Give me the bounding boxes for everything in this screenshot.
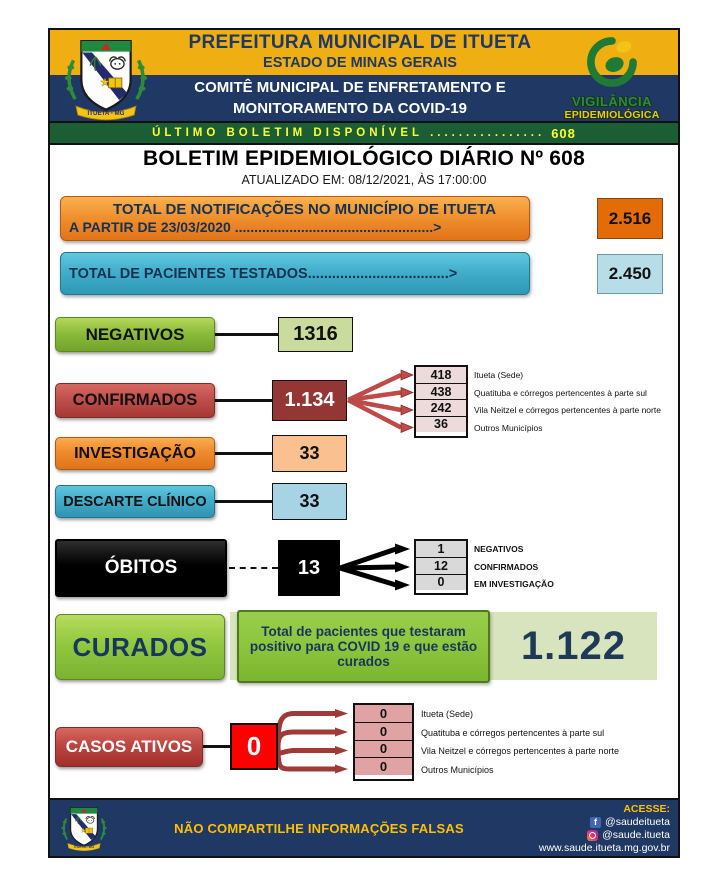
negativos-value: 1316 [278,317,353,352]
bulletin-title: BOLETIM EPIDEMIOLÓGICO DIÁRIO Nº 608 [143,147,585,170]
committee-line1: COMITÊ MUNICIPAL DE ENFRETAMENTO E [194,79,506,96]
negativos-bar: NEGATIVOS [55,317,215,352]
header-org-block [160,32,560,71]
obitos-breakdown-value: 12 [416,557,466,573]
confirmados-breakdown-column [414,365,468,438]
confirmados-breakdown-label: Quatituba e córregos pertencentes à parte sul [474,388,647,398]
facebook-icon: f [590,817,601,828]
vigilancia-logo [552,35,672,141]
casos-ativos-breakdown-column [353,703,414,781]
facebook-handle[interactable]: @saudeitueta [605,816,670,828]
casos-ativos-breakdown-label: Vila Neitzel e córregos pertencentes à parte norte [421,745,619,756]
curados-bar: CURADOS [55,614,225,680]
obitos-breakdown-value: 1 [416,541,466,557]
notifications-label-line2: A PARTIR DE 23/03/2020 ...................................................> [69,219,442,235]
committee-line2: MONITORAMENTO DA COVID-19 [233,100,467,117]
obitos-breakdown-label: EM INVESTIGAÇÃO [474,579,554,589]
notifications-label-line1: TOTAL DE NOTIFICAÇÕES NO MUNICÍPIO DE ITUETA [113,201,497,218]
casos-ativos-value: 0 [230,723,278,770]
instagram-icon [587,830,598,841]
confirmados-breakdown-value: 418 [416,367,466,383]
casos-ativos-breakdown-label: Outros Municípios [421,764,494,775]
confirmados-breakdown-value: 242 [416,399,466,415]
confirmados-connector [215,399,272,402]
vigilancia-swoosh-icon [585,35,639,89]
descarte-connector [215,500,272,503]
document-frame [48,28,680,858]
org-name: PREFEITURA MUNICIPAL DE ITUETA [188,32,532,53]
obitos-breakdown-column [414,539,468,595]
obitos-bar: ÓBITOS [55,539,227,597]
confirmados-breakdown-value: 438 [416,383,466,399]
tested-label: TOTAL DE PACIENTES TESTADOS...................................> [69,265,458,282]
last-bulletin-label: ÚLTIMO BOLETIM DISPONÍVEL ................ [152,127,546,139]
website-link[interactable]: www.saude.itueta.mg.gov.br [538,842,670,854]
curados-description-box: Total de pacientes que testaram positivo para COVID 19 e que estão curados [237,610,490,683]
itueta-coat-of-arms-icon [60,804,108,852]
casos-ativos-connector [203,745,230,748]
curados-value: 1.122 [520,623,627,668]
tested-bar [60,252,530,295]
casos-ativos-breakdown-label: Quatituba e córregos pertencentes à parte sul [421,727,605,738]
last-bulletin-number: 608 [551,125,576,141]
casos-ativos-bar: CASOS ATIVOS [55,727,203,767]
casos-ativos-breakdown-value: 0 [355,757,412,774]
obitos-breakdown-label: CONFIRMADOS [474,562,539,572]
obitos-breakdown-label: NEGATIVOS [474,544,524,554]
instagram-handle[interactable]: @saude.itueta [602,829,670,841]
casos-ativos-breakdown-value: 0 [355,722,412,739]
confirmados-bar: CONFIRMADOS [55,383,215,418]
itueta-coat-of-arms-icon [62,34,150,122]
epidemiologica-label: EPIDEMIOLÓGICA [564,109,660,121]
bulletin-body [50,145,678,798]
access-label: ACESSE: [623,803,670,815]
committee-block [150,77,550,119]
footer-warning: NÃO COMPARTILHE INFORMAÇÕES FALSAS [174,820,464,836]
investigacao-connector [215,452,272,455]
obitos-breakdown-value: 0 [416,574,466,590]
negativos-connector [215,333,278,336]
notifications-bar [60,196,530,241]
casos-ativos-breakdown-value: 0 [355,705,412,722]
confirmados-value: 1.134 [272,380,347,421]
casos-ativos-bracket-arrows-icon [274,703,353,781]
confirmados-breakdown-label: Outros Municípios [474,423,543,433]
confirmados-fan-arrows-icon [347,365,414,438]
bulletin-updated-at: ATUALIZADO EM: 08/12/2021, ÀS 17:00:00 [241,173,487,187]
confirmados-breakdown-label: Itueta (Sede) [474,370,524,380]
casos-ativos-breakdown-label: Itueta (Sede) [421,708,474,719]
investigacao-bar: INVESTIGAÇÃO [55,437,215,470]
confirmados-breakdown-value: 36 [416,416,466,432]
casos-ativos-breakdown-value: 0 [355,740,412,757]
descarte-clinico-value: 33 [272,483,347,520]
notifications-value: 2.516 [597,198,663,239]
investigacao-value: 33 [272,435,347,472]
footer-bar [50,798,678,856]
obitos-fan-arrows-icon [340,539,414,595]
vigilancia-label: VIGILÂNCIA [571,94,653,109]
footer-social-block [539,803,670,855]
obitos-value: 13 [278,540,340,596]
descarte-clinico-bar: DESCARTE CLÍNICO [55,485,215,518]
obitos-dashed-connector [229,567,278,569]
tested-value: 2.450 [597,254,663,294]
org-state: ESTADO DE MINAS GERAIS [263,55,457,71]
confirmados-breakdown-label: Vila Neitzel e córregos pertencentes à parte norte [474,405,661,415]
